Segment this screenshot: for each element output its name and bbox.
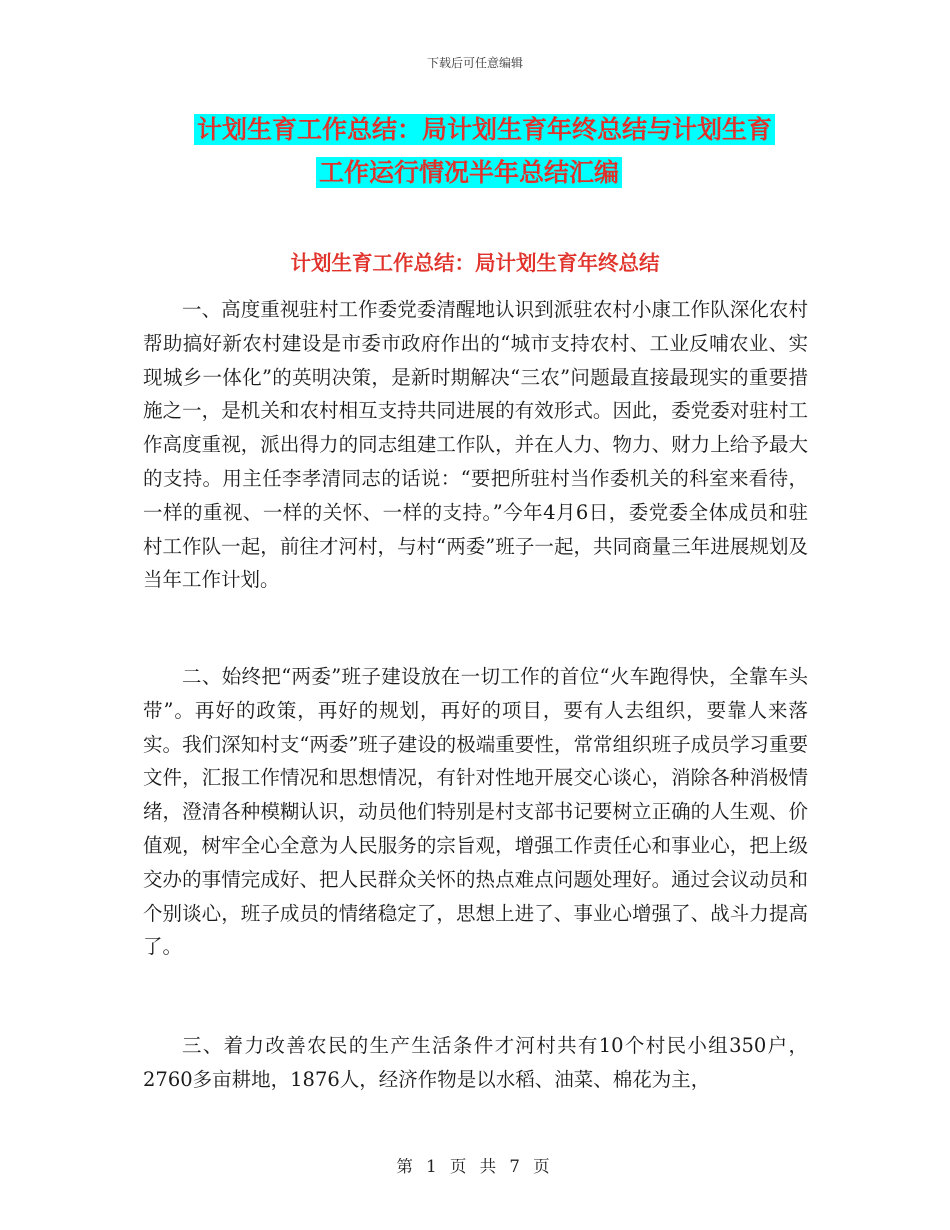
document-title-line-2-text: 工作运行情况半年总结汇编: [316, 157, 622, 188]
document-title-line-2: [316, 155, 950, 191]
page-footer: 第 1 页 共 7 页: [396, 1157, 554, 1176]
paragraph-2: [143, 660, 808, 964]
paragraph-1-text: 一、高度重视驻村工作委党委清醒地认识到派驻农村小康工作队深化农村帮助搞好新农村建设是市委市政府作出的“城市支持农村、工业反哺农业、实现城乡一体化”的英明决策，是新时期解决“三农”问题最直接最现实的重要措施之一，是机关和农村相互支持共同进展的有效形式。因此，委党委对驻村工作高度重视，派出得力的同志组建工作队，并在人力、物力、财力上给予最大的支持。用主任李孝清同志的话说：“要把所驻村当作委机关的科室来看待，一样的重视、一样的关怀、一样的支持。”今年4月6日，委党委全体成员和驻村工作队一起，前往才河村，与村“两委”班子一起，共同商量三年进展规划及当年工作计划。: [143, 298, 808, 592]
document-title-line-1-text: 计划生育工作总结：局计划生育年终总结与计划生育: [194, 114, 775, 145]
section-title: 计划生育工作总结：局计划生育年终总结: [290, 251, 660, 275]
paragraph-3-text: 三、着力改善农民的生产生活条件才河村共有10个村民小组350户，2760多亩耕地，1876人，经济作物是以水稻、油菜、棉花为主，: [143, 1034, 808, 1091]
paragraph-1: [143, 293, 808, 597]
paragraph-2-text: 二、始终把“两委”班子建设放在一切工作的首位“火车跑得快，全靠车头带”。再好的政策，再好的规划，再好的项目，要有人去组织，要靠人来落实。我们深知村支“两委”班子建设的极端重要性，常常组织班子成员学习重要文件，汇报工作情况和思想情况，有针对性地开展交心谈心，消除各种消极情绪，澄清各种模糊认识，动员他们特别是村支部书记要树立正确的人生观、价值观，树牢全心全意为人民服务的宗旨观，增强工作责任心和事业心，把上级交办的事情完成好、把人民群众关怀的热点难点问题处理好。通过会议动员和个别谈心，班子成员的情绪稳定了，思想上进了、事业心增强了、战斗力提高了。: [143, 665, 808, 959]
document-title-line-1: [194, 112, 894, 148]
paragraph-3: [143, 1029, 808, 1097]
header-note: 下载后可任意编辑: [426, 56, 523, 70]
